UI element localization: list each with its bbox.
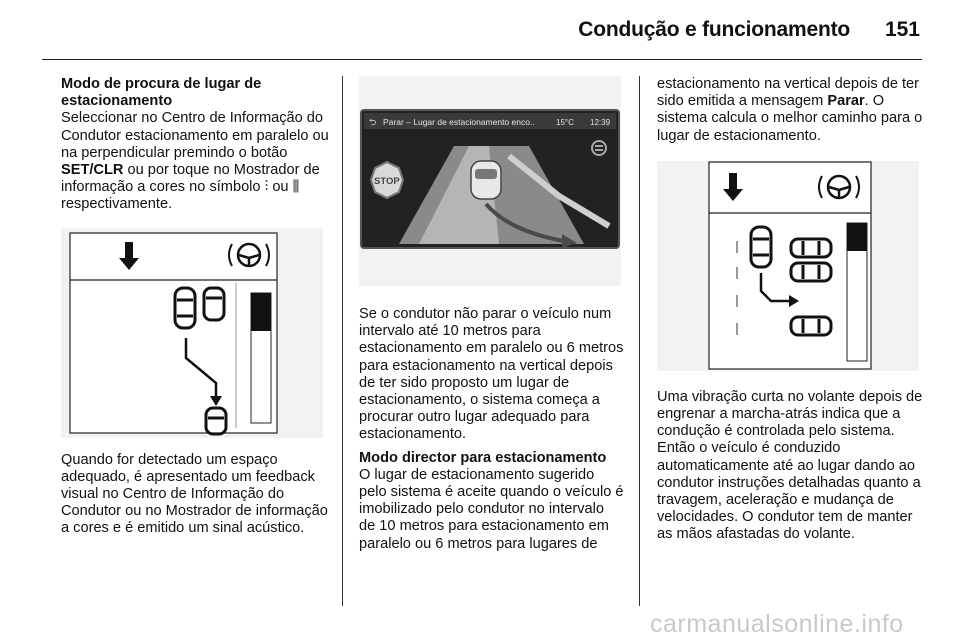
figure-parallel-search bbox=[61, 228, 323, 438]
message-parar: Parar bbox=[827, 93, 865, 110]
parallel-search-diagram bbox=[61, 228, 323, 438]
watermark: carmanualsonline.info bbox=[650, 610, 904, 638]
column-middle bbox=[359, 76, 624, 553]
figure-perpendicular-guidance bbox=[657, 161, 919, 371]
stop-sign-label: STOP bbox=[374, 176, 400, 187]
column-divider-2 bbox=[639, 76, 640, 606]
figure-display-screen bbox=[359, 76, 621, 286]
header-divider bbox=[42, 59, 922, 60]
section-heading-search-mode: Modo de procura de lugar de estacionamento bbox=[61, 76, 262, 110]
column-right bbox=[657, 76, 927, 544]
paragraph-search-intro: Seleccionar no Centro de Informação do Condutor estacionamento em paralelo ou na perpendicular premindo o botão SET/CLR ou por toque no Mostrador de informação a cores no símbolo ⫶ ou ⫼ respectivamente. bbox=[61, 110, 329, 213]
column-left bbox=[61, 76, 331, 538]
key-set-clr: SET/CLR bbox=[61, 162, 124, 179]
section-heading-director-mode: Modo director para estacionamento bbox=[359, 449, 607, 466]
parallel-parking-symbol-icon: ⫶ bbox=[264, 179, 269, 196]
screen-status-text: Parar – Lugar de estacionamento enco.. bbox=[383, 117, 535, 127]
stop-sign-icon bbox=[371, 162, 403, 198]
screen-temperature: 15°C bbox=[556, 118, 574, 127]
paragraph-director-intro: O lugar de estacionamento sugerido pelo sistema é aceite quando o veículo é imobilizado pelo condutor no intervalo de 10 metros para estacionamento em paralelo ou 6 metros para lugares de bbox=[359, 466, 624, 552]
paragraph-not-stopped: Se o condutor não parar o veículo num intervalo até 10 metros para estacionamento em paralelo ou 6 metros para estacionamento na vertical depois de ter sido proposto um lugar de estacionamento, o sistema começa a procurar outro lugar adequado para estacionamento. bbox=[359, 306, 624, 443]
own-car-icon bbox=[471, 161, 501, 199]
svg-text:⮌: ⮌ bbox=[369, 117, 377, 127]
perpendicular-guidance-diagram bbox=[657, 161, 919, 371]
page-number: 151 bbox=[884, 18, 920, 41]
paragraph-space-detected: Quando for detectado um espaço adequado, é apresentado um feedback visual no Centro de Informação do Condutor ou no Mostrador de informação a cores e é emitido um sinal acústico. bbox=[61, 451, 328, 537]
page-header bbox=[0, 0, 960, 62]
perpendicular-parking-symbol-icon: ⫼ bbox=[292, 179, 300, 196]
paragraph-vibration: Uma vibração curta no volante depois de engrenar a marcha-atrás indica que a condução é controlada pelo sistema. Então o veículo é conduzido automaticamente até ao lugar dando ao condutor instruções detalhadas quanto a travagem, aceleração e mudança de velocidades. O condutor tem de manter as mãos afastadas do volante. bbox=[657, 388, 923, 543]
screen-time: 12:39 bbox=[590, 118, 611, 127]
page-title: Condução e funcionamento bbox=[578, 18, 850, 41]
paragraph-stop-message: estacionamento na vertical depois de ter sido emitida a mensagem Parar. O sistema calcula o melhor caminho para o lugar de estacionamento. bbox=[657, 76, 923, 144]
display-screen-diagram bbox=[359, 76, 621, 286]
column-divider-1 bbox=[342, 76, 343, 606]
